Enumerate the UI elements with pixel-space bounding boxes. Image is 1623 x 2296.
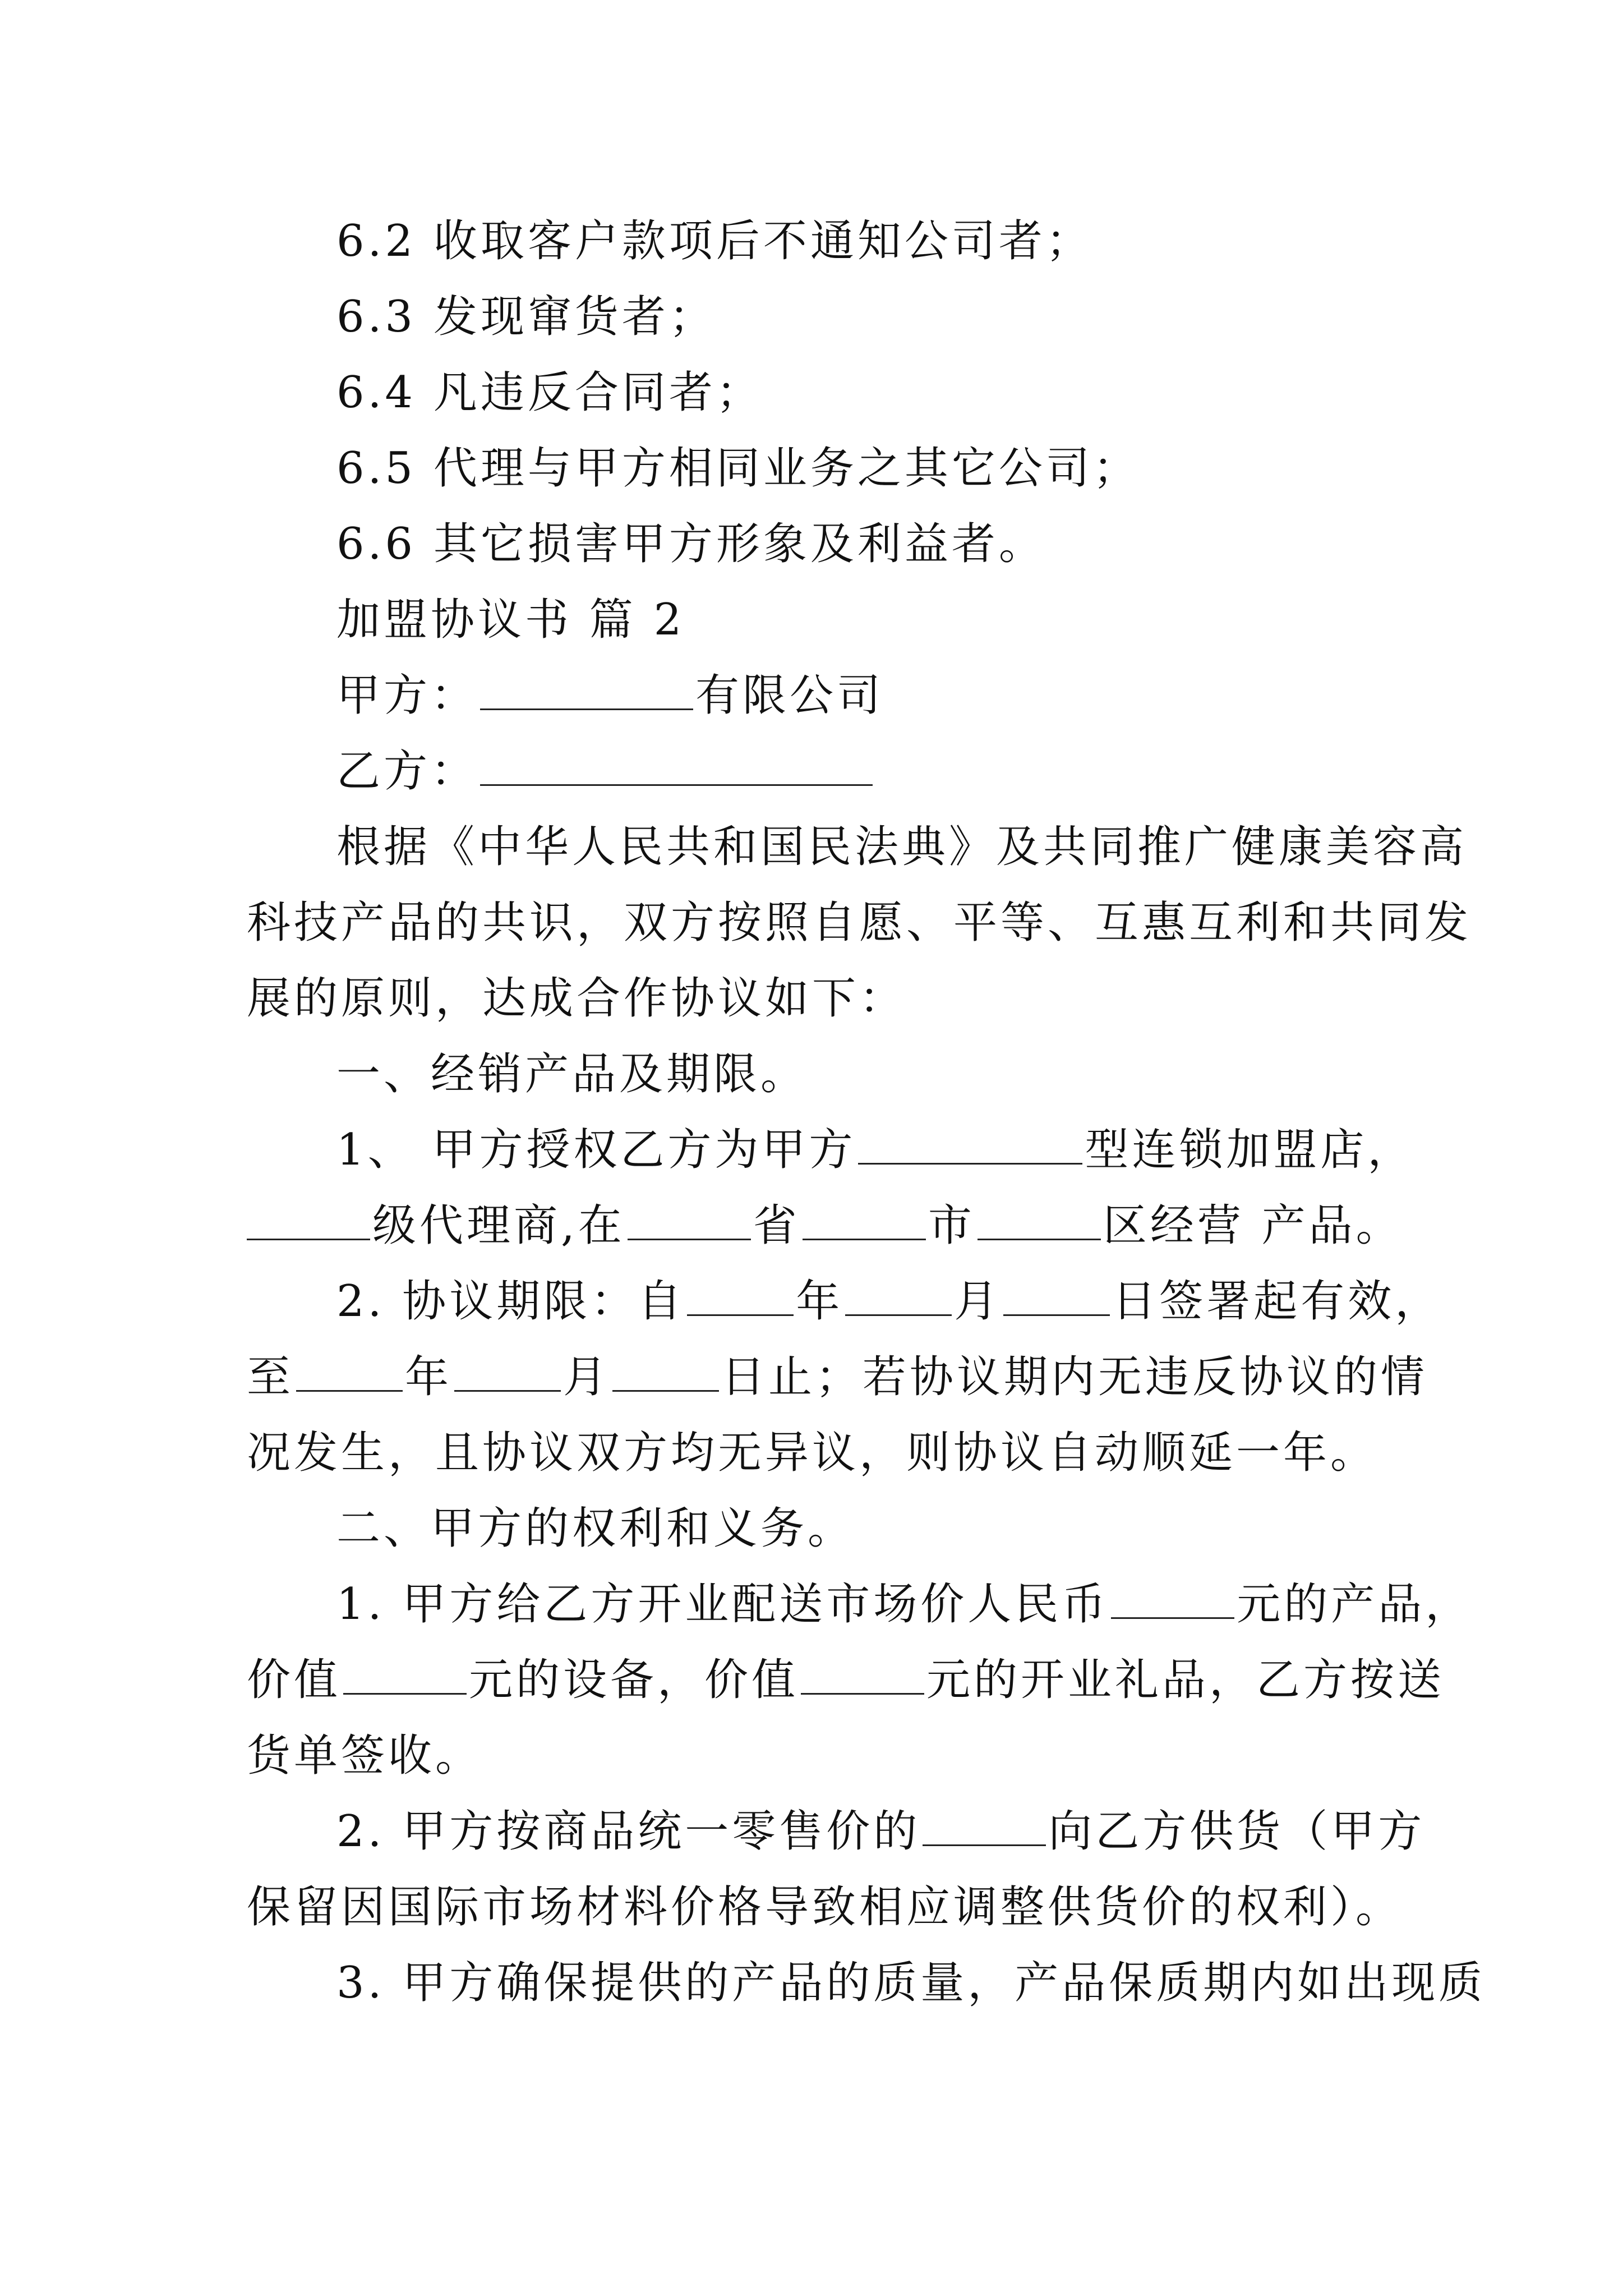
party-a-blank bbox=[480, 669, 693, 710]
party-a-line: 甲方： 有限公司 bbox=[336, 670, 884, 721]
item-1-2: 2. 协议期限：自 年 月 日签署起有效， bbox=[336, 1276, 1442, 1327]
item-1-1: 1、 甲方授权乙方为甲方 型连锁加盟店， bbox=[336, 1125, 1415, 1175]
item-2-1-cont2: 货单签收。 bbox=[247, 1731, 483, 1781]
heading-1: 一、经销产品及期限。 bbox=[336, 1049, 808, 1099]
clause-6-5: 6.5 代理与甲方相同业务之其它公司； bbox=[336, 443, 1140, 494]
end-year-blank bbox=[296, 1351, 403, 1392]
preamble-line-3: 展的原则，达成合作协议如下： bbox=[247, 973, 907, 1024]
clause-6-2: 6.2 收取客户款项后不通知公司者； bbox=[336, 216, 1093, 266]
clause-6-6: 6.6 其它损害甲方形象及利益者。 bbox=[336, 519, 1046, 569]
preamble-line-2: 科技产品的共识，双方按照自愿、平等、互惠互利和共同发 bbox=[247, 898, 1472, 948]
item-1-2-cont2: 况发生，且协议双方均无异议，则协议自动顺延一年。 bbox=[247, 1428, 1378, 1478]
item-1-1-cont: 级代理商,在 省 市 区经营 产品。 bbox=[247, 1198, 1396, 1254]
item-2-2: 2. 甲方按商品统一零售价的 向乙方供货（甲方 bbox=[336, 1806, 1426, 1857]
discount-blank bbox=[923, 1805, 1046, 1846]
city-blank bbox=[803, 1199, 926, 1240]
party-b-line: 乙方： bbox=[336, 743, 1396, 799]
start-day-blank bbox=[1003, 1275, 1110, 1316]
product-value-blank bbox=[1111, 1578, 1234, 1619]
province-blank bbox=[628, 1199, 751, 1240]
end-day-blank bbox=[612, 1351, 719, 1392]
district-blank bbox=[978, 1199, 1101, 1240]
clause-6-4: 6.4 凡违反合同者； bbox=[336, 367, 763, 418]
preamble-line-1: 根据《中华人民共和国民法典》及共同推广健康美容高 bbox=[336, 822, 1468, 872]
section-title: 加盟协议书 篇 2 bbox=[336, 595, 685, 645]
store-type-blank bbox=[858, 1124, 1082, 1165]
gift-value-blank bbox=[801, 1654, 924, 1695]
heading-2: 二、甲方的权利和义务。 bbox=[336, 1503, 855, 1554]
equipment-value-blank bbox=[343, 1654, 467, 1695]
start-month-blank bbox=[845, 1275, 952, 1316]
party-b-blank bbox=[480, 745, 873, 786]
start-year-blank bbox=[687, 1275, 794, 1316]
item-2-2-cont: 保留因国际市场材料价格导致相应调整供货价的权利）。 bbox=[247, 1882, 1403, 1932]
end-month-blank bbox=[454, 1351, 561, 1392]
item-2-3: 3. 甲方确保提供的产品的质量，产品保质期内如出现质 bbox=[336, 1958, 1486, 2008]
item-2-1-cont: 价值 元的设备，价值 元的开业礼品，乙方按送 bbox=[247, 1655, 1445, 1705]
clause-6-3: 6.3 发现窜货者； bbox=[336, 292, 716, 342]
item-1-2-cont: 至 年 月 日止；若协议期内无违反协议的情 bbox=[247, 1352, 1428, 1402]
item-2-1: 1. 甲方给乙方开业配送市场价人民币 元的产品， bbox=[336, 1579, 1473, 1630]
agent-level-blank bbox=[247, 1199, 370, 1240]
